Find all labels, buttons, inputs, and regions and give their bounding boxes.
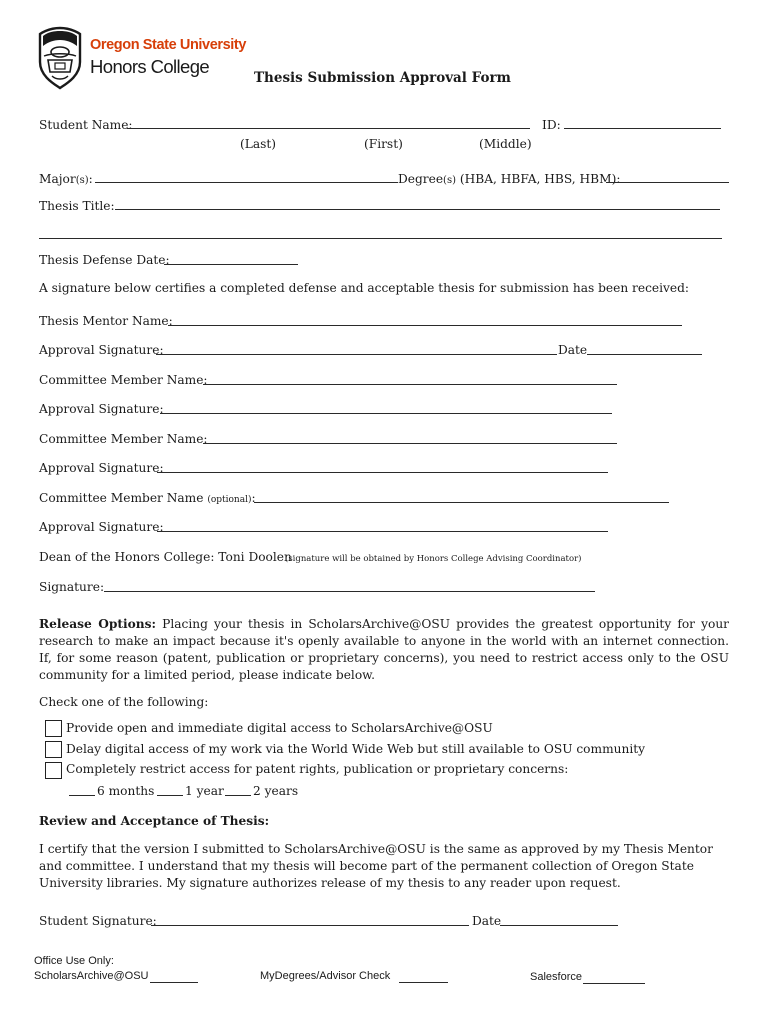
majors-colon: : — [88, 172, 93, 186]
thesis-title-line-1[interactable] — [115, 209, 720, 210]
office-salesforce-line[interactable] — [583, 983, 645, 984]
option-restrict-access-checkbox[interactable] — [45, 762, 62, 779]
committee-1-approval-line[interactable] — [160, 413, 612, 414]
majors-text: Major — [39, 172, 76, 186]
committee-2-approval-line[interactable] — [157, 472, 608, 473]
thesis-title-label: Thesis Title: — [39, 199, 115, 213]
form-title: Thesis Submission Approval Form — [254, 70, 511, 86]
middle-name-caption: (Middle) — [479, 137, 532, 151]
duration-1-year-label: 1 year — [185, 784, 224, 798]
id-label: ID: — [542, 118, 561, 132]
majors-label — [39, 172, 93, 188]
office-use-label: Office Use Only: — [34, 955, 114, 967]
office-scholars-label: ScholarsArchive@OSU — [34, 970, 149, 982]
mentor-date-label: Date — [558, 343, 588, 357]
student-date-line[interactable] — [500, 925, 618, 926]
committee-member-2-label: Committee Member Name: — [39, 432, 208, 446]
defense-date-line[interactable] — [164, 264, 298, 265]
review-heading: Review and Acceptance of Thesis: — [39, 814, 270, 828]
last-name-caption: (Last) — [240, 137, 277, 151]
office-scholars-line[interactable] — [150, 982, 198, 983]
dean-note: (signature will be obtained by Honors College Advising Coordinator) — [285, 554, 582, 564]
committee-1-approval-label: Approval Signature: — [39, 402, 164, 416]
check-prompt: Check one of the following: — [39, 695, 209, 709]
release-options-paragraph — [39, 616, 729, 684]
committee-member-1-line[interactable] — [203, 384, 617, 385]
duration-6-months-label: 6 months — [97, 784, 155, 798]
office-mydegrees-line[interactable] — [399, 982, 448, 983]
release-options-text: Placing your thesis in ScholarsArchive@OSU provides the greatest opportunity for your research to make an impact because it's openly available to anyone in the world with an internet connection. If, for some reason (patent, publication or proprietary concerns), you need to restrict access only to the OSU community for a limited period, please indicate below. — [39, 617, 730, 682]
release-options-heading: Release Options: — [39, 617, 157, 631]
beaver-seal-icon — [34, 26, 86, 90]
optional-colon: : — [251, 491, 256, 505]
university-name: Oregon State University — [90, 37, 246, 53]
college-name: Honors College — [90, 56, 210, 77]
duration-6-months-blank[interactable] — [69, 795, 95, 796]
committee-member-1-label: Committee Member Name: — [39, 373, 208, 387]
mentor-approval-label: Approval Signature: — [39, 343, 164, 357]
thesis-mentor-line[interactable] — [168, 325, 682, 326]
dean-signature-line[interactable] — [104, 591, 595, 592]
committee-member-3-text: Committee Member Name — [39, 491, 204, 505]
committee-member-2-line[interactable] — [203, 443, 617, 444]
office-salesforce-label: Salesforce — [530, 971, 582, 983]
id-line[interactable] — [564, 128, 721, 129]
duration-2-years-label: 2 years — [253, 784, 299, 798]
committee-member-3-label — [39, 491, 256, 508]
degrees-label — [398, 172, 620, 188]
office-mydegrees-label: MyDegrees/Advisor Check — [260, 970, 391, 982]
option-restrict-access-label: Completely restrict access for patent rights, publication or proprietary concerns: — [66, 762, 569, 776]
defense-date-label: Thesis Defense Date: — [39, 253, 170, 267]
duration-2-years-blank[interactable] — [225, 795, 251, 796]
dean-signature-label: Signature: — [39, 580, 105, 594]
certify-sentence: A signature below certifies a completed defense and acceptable thesis for submission has been received: — [39, 281, 690, 295]
dean-label: Dean of the Honors College: Toni Doolen — [39, 550, 292, 564]
committee-2-approval-label: Approval Signature: — [39, 461, 164, 475]
degrees-plural: (s) — [443, 175, 456, 186]
student-name-label: Student Name: — [39, 118, 133, 132]
thesis-mentor-label: Thesis Mentor Name: — [39, 314, 173, 328]
osu-logo — [34, 26, 244, 92]
duration-1-year-blank[interactable] — [157, 795, 183, 796]
committee-member-3-line[interactable] — [254, 502, 669, 503]
review-paragraph: I certify that the version I submitted to ScholarsArchive@OSU is the same as approved by my Thesis Mentor and committee. I understand that my thesis will become part of the permanent collection of Oregon State University libraries. My signature authorizes release of my thesis to any reader upon request. — [39, 842, 713, 890]
committee-3-approval-label: Approval Signature: — [39, 520, 164, 534]
student-signature-line[interactable] — [151, 925, 469, 926]
first-name-caption: (First) — [364, 137, 403, 151]
degrees-options: (HBA, HBFA, HBS, HBM): — [455, 172, 621, 186]
degrees-line[interactable] — [606, 182, 729, 183]
majors-plural: (s) — [75, 175, 89, 186]
option-delay-access-label: Delay digital access of my work via the World Wide Web but still available to OSU community — [66, 742, 646, 756]
degrees-text: Degree — [398, 172, 444, 186]
option-open-access-checkbox[interactable] — [45, 720, 62, 737]
mentor-approval-line[interactable] — [156, 354, 557, 355]
committee-3-approval-line[interactable] — [157, 531, 608, 532]
student-signature-label: Student Signature: — [39, 914, 157, 928]
mentor-date-line[interactable] — [587, 354, 702, 355]
student-name-line[interactable] — [127, 128, 530, 129]
option-delay-access-checkbox[interactable] — [45, 741, 62, 758]
option-open-access-label: Provide open and immediate digital access to ScholarsArchive@OSU — [66, 721, 493, 735]
thesis-title-line-2[interactable] — [39, 238, 722, 239]
optional-tag: (optional) — [207, 495, 252, 505]
student-date-label: Date — [472, 914, 502, 928]
majors-line[interactable] — [95, 182, 398, 183]
